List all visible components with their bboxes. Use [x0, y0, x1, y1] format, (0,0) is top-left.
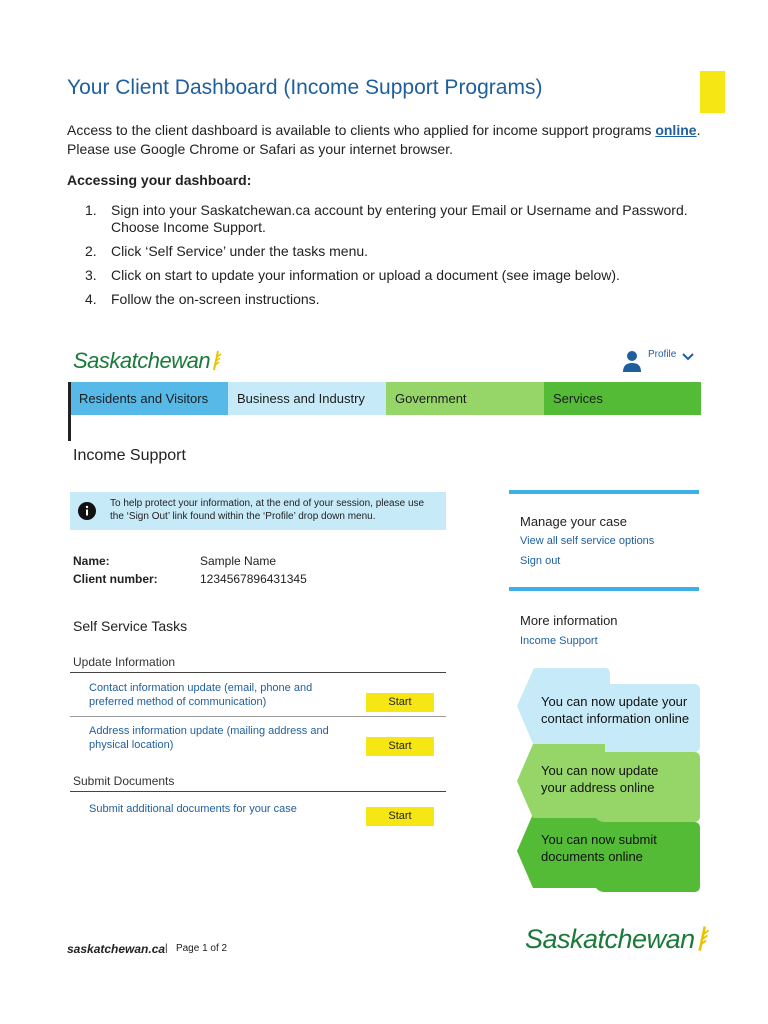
document-title: Your Client Dashboard (Income Support Programs) — [67, 76, 543, 99]
step-text: Follow the on-screen instructions. — [111, 291, 320, 307]
footer-logo-text: Saskatchewan — [525, 924, 695, 954]
nav-residents-visitors[interactable]: Residents and Visitors — [70, 382, 228, 415]
section-divider — [70, 791, 446, 792]
intro-text-end: . Please use Google Chrome or Safari as your internet browser. — [67, 122, 701, 157]
row-divider — [70, 716, 446, 717]
user-icon — [622, 349, 642, 373]
more-information-heading: More information — [520, 613, 618, 628]
main-nav — [70, 382, 701, 415]
self-service-title: Self Service Tasks — [73, 618, 188, 634]
step-text: Click ‘Self Service’ under the tasks menu. — [111, 243, 369, 259]
promo-line: You can now update your — [541, 694, 688, 709]
step-number: 2. — [85, 243, 97, 259]
promo-line: contact information online — [541, 711, 690, 726]
footer-saskatchewan-logo — [525, 924, 710, 955]
view-all-self-service-link[interactable]: View all self service options — [520, 535, 655, 547]
start-submit-documents-button[interactable]: Start — [366, 807, 434, 826]
step-item — [67, 202, 707, 236]
wheat-icon — [697, 924, 710, 952]
side-panel-rule — [509, 490, 699, 494]
steps-list — [67, 202, 707, 315]
footer-page-number — [165, 943, 227, 954]
promo-line: your address online — [541, 780, 655, 795]
alert-text: To help protect your information, at the end of your session, please use the ‘Sign Out’ link found within the ‘Profile’ drop down menu. — [110, 498, 425, 522]
chevron-down-icon — [682, 352, 694, 362]
step-item — [67, 243, 707, 260]
start-address-update-button[interactable]: Start — [366, 737, 434, 756]
intro-text: Access to the client dashboard is available to clients who applied for income support programs — [67, 122, 656, 138]
logo-text: Saskatchewan — [73, 348, 211, 373]
submit-documents-label: Submit Documents — [73, 774, 175, 788]
promo-contact-text — [541, 693, 689, 727]
promo-line: documents online — [541, 849, 643, 864]
step-number: 1. — [85, 202, 97, 218]
manage-case-heading: Manage your case — [520, 514, 627, 529]
promo-line: You can now update — [541, 763, 659, 778]
submit-documents-link[interactable]: Submit additional documents for your case — [89, 803, 297, 815]
start-contact-update-button[interactable]: Start — [366, 693, 434, 712]
access-heading: Accessing your dashboard: — [67, 172, 252, 188]
footer-separator: | — [165, 943, 168, 954]
name-value: Sample Name — [200, 554, 277, 568]
side-panel-rule — [509, 587, 699, 591]
promo-address-text — [541, 762, 658, 796]
step-number: 4. — [85, 291, 97, 307]
profile-menu[interactable] — [622, 349, 694, 373]
step-text: Click on start to update your information or upload a document (see image below). — [111, 267, 620, 283]
nav-government[interactable]: Government — [386, 382, 544, 415]
update-information-label: Update Information — [73, 655, 176, 669]
name-label: Name: — [73, 554, 110, 568]
promo-line: You can now submit — [541, 832, 657, 847]
footer-url: saskatchewan.ca — [67, 942, 166, 956]
wheat-icon — [212, 349, 222, 371]
client-number-value: 1234567896431345 — [200, 572, 307, 586]
info-icon — [78, 502, 96, 520]
client-number-label: Client number: — [73, 572, 158, 586]
saskatchewan-logo — [73, 348, 222, 374]
left-accent-bar — [68, 382, 71, 441]
step-item — [67, 267, 707, 284]
address-update-link[interactable]: Address information update (mailing address and physical location) — [89, 725, 329, 751]
page-label: Page 1 of 2 — [175, 943, 228, 954]
income-support-link[interactable]: Income Support — [520, 635, 598, 647]
step-text: Sign into your Saskatchewan.ca account by entering your Email or Username and Password. Choose Income Support. — [111, 202, 688, 235]
profile-label: Profile — [648, 349, 677, 360]
step-number: 3. — [85, 267, 97, 283]
intro-paragraph — [67, 121, 707, 159]
contact-update-link[interactable]: Contact information update (email, phone and preferred method of communication) — [89, 682, 313, 708]
sign-out-link[interactable]: Sign out — [520, 555, 561, 567]
step-item — [67, 291, 707, 308]
nav-services[interactable]: Services — [544, 382, 701, 415]
section-divider — [70, 672, 446, 673]
online-link[interactable]: online — [655, 122, 697, 138]
promo-documents-text — [541, 831, 657, 865]
session-alert — [70, 492, 446, 530]
income-support-title: Income Support — [73, 447, 186, 464]
yellow-corner-tab — [700, 71, 725, 113]
nav-business-industry[interactable]: Business and Industry — [228, 382, 386, 415]
